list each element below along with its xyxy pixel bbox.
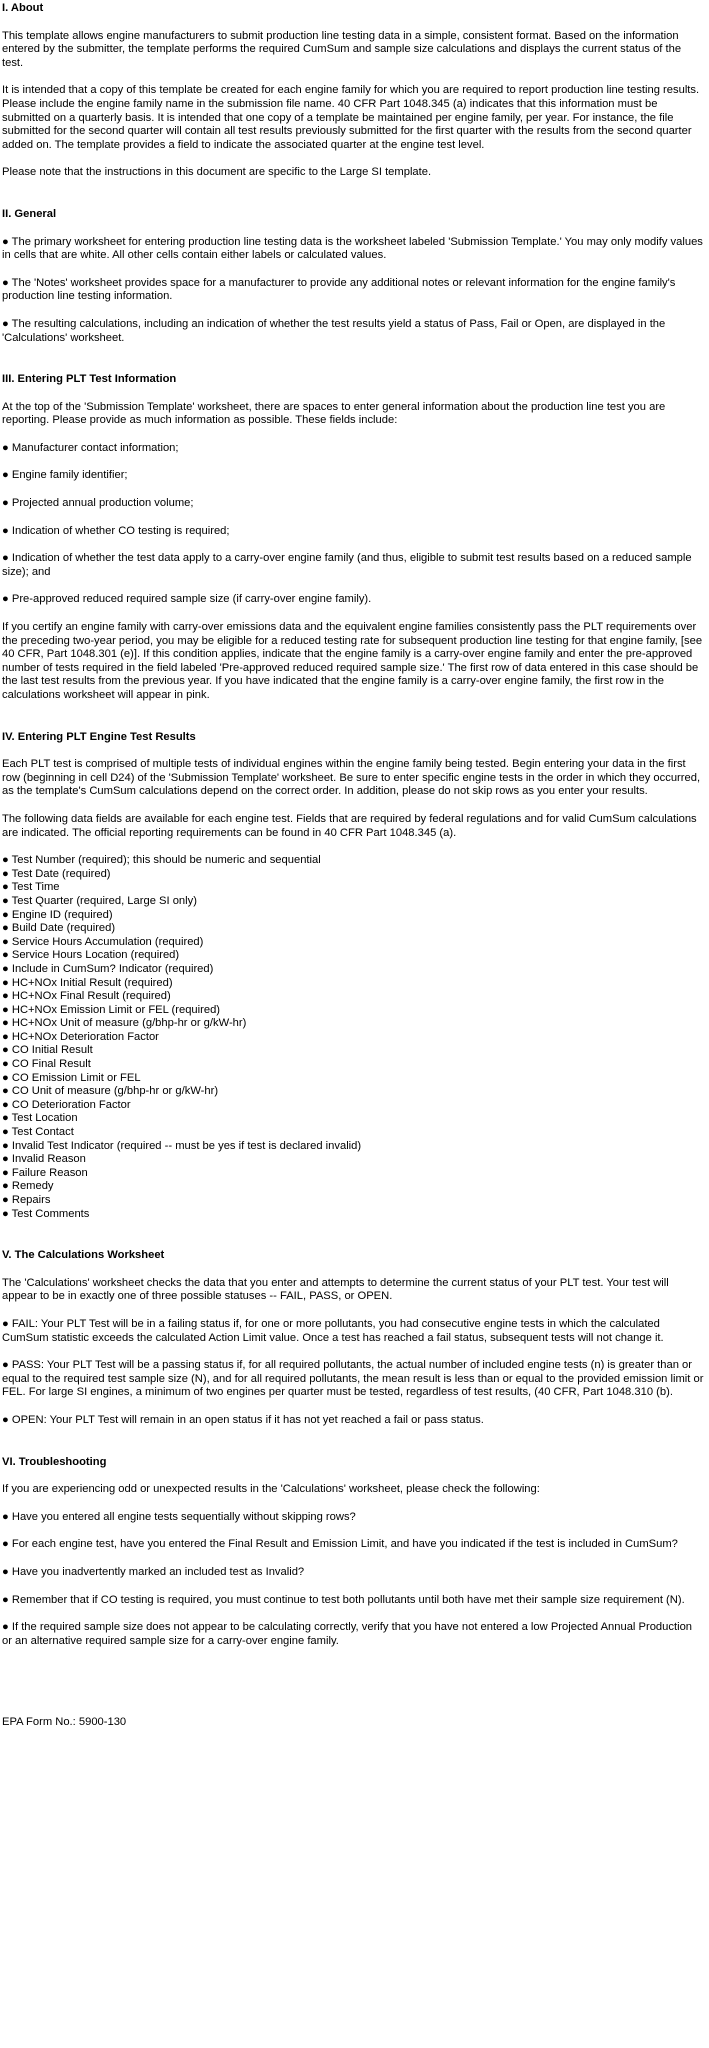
troubleshooting-check-2: ● For each engine test, have you entered the Final Result and Emission Limit, and have you indicated if the test is included in CumSum? xyxy=(2,1538,678,1551)
entering-field-3: ● Projected annual production volume; xyxy=(2,497,194,510)
list-item: ● Test Number (required); this should be numeric and sequential xyxy=(2,854,321,867)
list-item: ● HC+NOx Emission Limit or FEL (required) xyxy=(2,1003,221,1016)
list-item: ● Test Quarter (required, Large SI only) xyxy=(2,894,197,907)
section-heading-calculations: V. The Calculations Worksheet xyxy=(2,1249,165,1262)
entering-field-6: ● Pre-approved reduced required sample size (if carry-over engine family). xyxy=(2,593,372,606)
list-item: ● Repairs xyxy=(2,1194,51,1206)
about-paragraph-1: This template allows engine manufacturers to submit production line testing data in a simple, consistent format. Based on the information entered by the submitter, the template performs the required CumSum and sample size calculations and displays the current status of the test. xyxy=(2,29,682,69)
list-item: ● HC+NOx Unit of measure (g/bhp-hr or g/kW-hr) xyxy=(2,1017,247,1030)
list-item: ● CO Deterioration Factor xyxy=(2,1098,131,1111)
troubleshooting-intro: If you are experiencing odd or unexpected results in the 'Calculations' worksheet, please check the following: xyxy=(2,1483,540,1496)
status-open-description: ● OPEN: Your PLT Test will remain in an open status if it has not yet reached a fail or pass status. xyxy=(2,1413,484,1426)
list-item: ● Test Location xyxy=(2,1112,78,1125)
about-paragraph-2: It is intended that a copy of this template be created for each engine family for which you are required to report production line testing results. Please include the engine family name in the submission file name. 40 CFR Part 1048.345 (a) indicates that this information must be submitted on a quarterly basis. It is intended that one copy of a template be maintained per engine family, per year. For instance, the file submitted for the second quarter will contain all test results previously submitted for the first quarter with the results from the second quarter added on. The template provides a field to indicate the associated quarter at the engine test level. xyxy=(2,84,700,151)
entering-field-2: ● Engine family identifier; xyxy=(2,469,128,482)
entering-carryover-note: If you certify an engine family with carry-over emissions data and the equivalent engine families consistently pass the PLT requirements over the preceding two-year period, you may be eligible for a reduced testing rate for subsequent production line testing for that engine family, [see 40 CFR, Part 1048.301 (e)]. If this condition applies, indicate that the engine family is a carry-over engine family and enter the pre-approved number of tests required in the field labeled 'Pre-approved reduced required sample size.' The first row of data entered in this case should be the last test results from the previous year. If you have indicated that the engine family is a carry-over engine family, the first row in the calculations worksheet will appear in pink. xyxy=(2,621,703,701)
list-item: ● Test Contact xyxy=(2,1126,74,1139)
list-item: ● Invalid Reason xyxy=(2,1153,86,1166)
section-heading-entering-info: III. Entering PLT Test Information xyxy=(2,373,177,386)
list-item: ● HC+NOx Initial Result (required) xyxy=(2,976,173,989)
entering-field-5: ● Indication of whether the test data apply to a carry-over engine family (and thus, eligible to submit test results based on a reduced sample size); and xyxy=(2,552,692,578)
list-item: ● Engine ID (required) xyxy=(2,908,113,921)
list-item: ● CO Unit of measure (g/bhp-hr or g/kW-hr) xyxy=(2,1085,219,1098)
list-item: ● Invalid Test Indicator (required -- must be yes if test is declared invalid) xyxy=(2,1139,362,1152)
list-item: ● Remedy xyxy=(2,1180,54,1193)
general-bullet-1: ● The primary worksheet for entering production line testing data is the worksheet labeled 'Submission Template.' You may only modify values in cells that are white. All other cells contain either labels or calculated values. xyxy=(2,235,703,262)
about-paragraph-3: Please note that the instructions in this document are specific to the Large SI template. xyxy=(2,166,432,179)
list-item: ● Include in CumSum? Indicator (required) xyxy=(2,962,214,975)
section-heading-general: II. General xyxy=(2,207,57,220)
list-item: ● CO Initial Result xyxy=(2,1044,93,1057)
list-item: ● HC+NOx Deterioration Factor xyxy=(2,1030,159,1043)
engine-tests-paragraph-2: The following data fields are available for each engine test. Fields that are required by federal regulations and for valid CumSum calculations are indicated. The official reporting requirements can be found in 40 CFR Part 1048.345 (a). xyxy=(2,812,697,839)
troubleshooting-check-5: ● If the required sample size does not appear to be calculating correctly, verify that you have not entered a low Projected Annual Production or an alternative required sample size for a carry-over engine family. xyxy=(2,1621,693,1647)
section-heading-troubleshooting: VI. Troubleshooting xyxy=(2,1455,107,1468)
general-bullet-2: ● The 'Notes' worksheet provides space for a manufacturer to provide any additional notes or relevant information for the engine family's production line testing information. xyxy=(2,276,676,303)
engine-test-field-list xyxy=(2,854,705,1221)
epa-form-number: EPA Form No.: 5900-130 xyxy=(2,1716,127,1729)
status-pass-description: ● PASS: Your PLT Test will be a passing status if, for all required pollutants, the actual number of included engine tests (n) is greater than or equal to the required test sample size (N), and for all required pollutants, the mean result is less than or equal to the provided emission limit or FEL. For large SI engines, a minimum of two engines per quarter must be tested, regardless of test results, (40 CFR, Part 1048.310 (b). xyxy=(2,1359,704,1399)
troubleshooting-check-1: ● Have you entered all engine tests sequentially without skipping rows? xyxy=(2,1510,356,1523)
entering-field-4: ● Indication of whether CO testing is required; xyxy=(2,524,230,537)
calculations-paragraph: The 'Calculations' worksheet checks the data that you enter and attempts to determine the current status of your PLT test. Your test will appear to be in exactly one of three possible statuses -- FAIL, PASS, or OPEN. xyxy=(2,1276,669,1303)
entering-intro: At the top of the 'Submission Template' worksheet, there are spaces to enter general information about the production line test you are reporting. Please provide as much information as possible. These fields include: xyxy=(2,400,666,427)
list-item: ● Test Date (required) xyxy=(2,867,111,880)
entering-field-1: ● Manufacturer contact information; xyxy=(2,441,179,454)
list-item: ● Service Hours Accumulation (required) xyxy=(2,935,204,948)
troubleshooting-check-3: ● Have you inadvertently marked an included test as Invalid? xyxy=(2,1565,305,1578)
list-item: ● Test Time xyxy=(2,881,60,894)
general-bullet-3: ● The resulting calculations, including an indication of whether the test results yield a status of Pass, Fail or Open, are displayed in the 'Calculations' worksheet. xyxy=(2,317,666,344)
list-item: ● HC+NOx Final Result (required) xyxy=(2,990,171,1003)
section-heading-engine-tests: IV. Entering PLT Engine Test Results xyxy=(2,730,196,743)
list-item: ● Test Comments xyxy=(2,1207,90,1220)
troubleshooting-check-4: ● Remember that if CO testing is required, you must continue to test both pollutants until both have met their sample size requirement (N). xyxy=(2,1593,685,1606)
engine-tests-paragraph-1: Each PLT test is comprised of multiple tests of individual engines within the engine family being tested. Begin entering your data in the first row (beginning in cell D24) of the 'Submission Template' worksheet. Be sure to enter specific engine tests in the order in which they occurred, as the template's CumSum calculations depend on the correct order. In addition, please do not skip rows as you enter your results. xyxy=(2,758,701,798)
list-item: ● Failure Reason xyxy=(2,1166,88,1179)
section-heading-about: I. About xyxy=(2,2,44,14)
list-item: ● Build Date (required) xyxy=(2,922,116,935)
list-item: ● CO Final Result xyxy=(2,1058,91,1071)
list-item: ● CO Emission Limit or FEL xyxy=(2,1071,141,1084)
status-fail-description: ● FAIL: Your PLT Test will be in a failing status if, for one or more pollutants, you had consecutive engine tests in which the calculated CumSum statistic exceeds the calculated Action Limit value. Once a test has reached a fail status, subsequent tests will not change it. xyxy=(2,1317,664,1344)
list-item: ● Service Hours Location (required) xyxy=(2,949,180,962)
instructions-document xyxy=(2,0,705,1730)
